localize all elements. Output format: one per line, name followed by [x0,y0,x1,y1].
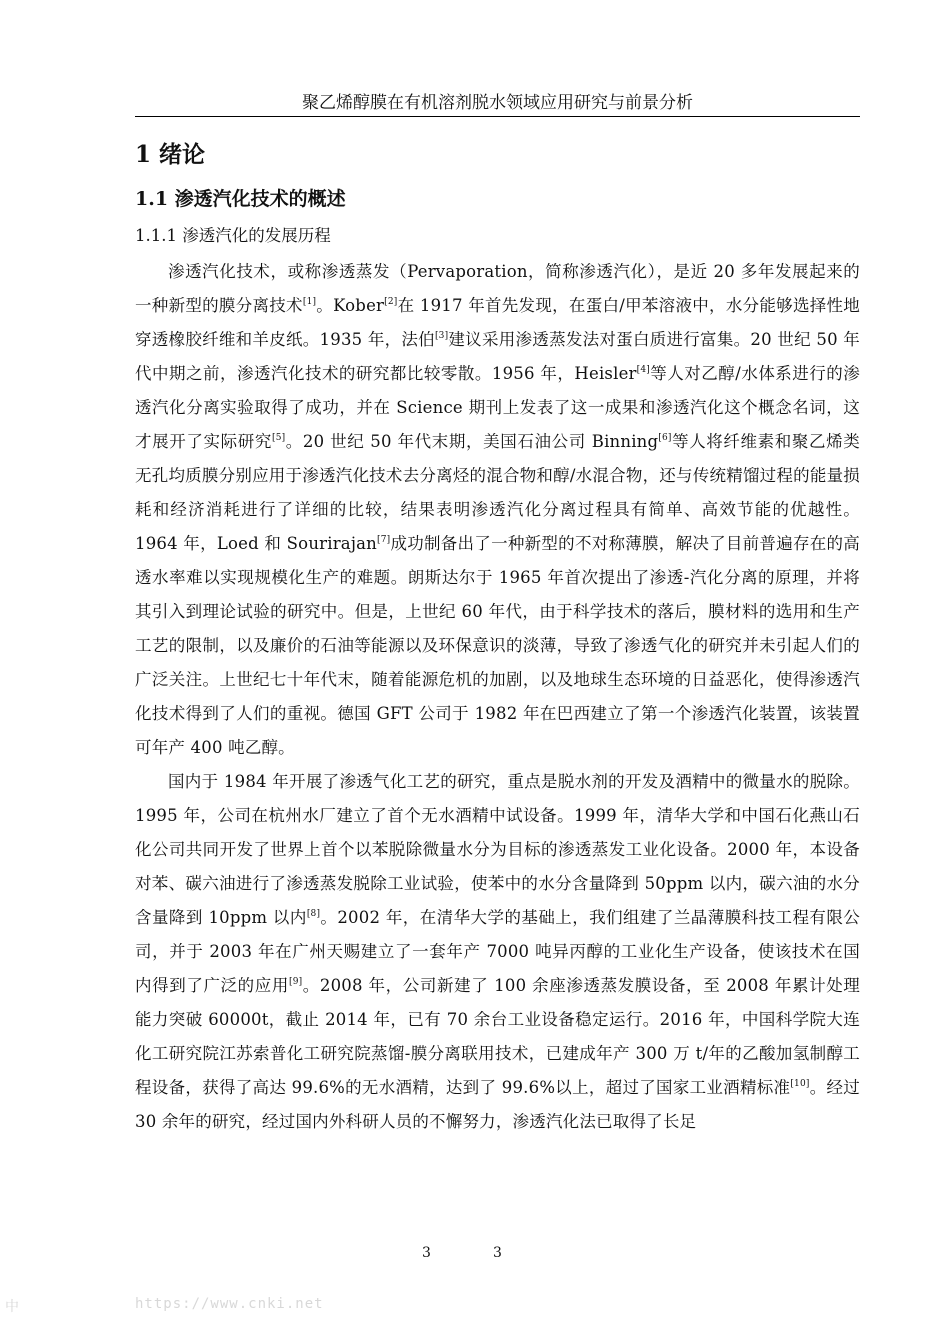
citation-6: [6] [658,433,672,443]
citation-3: [3] [434,331,449,341]
body-text [135,255,860,1139]
page-number-right: 3 [493,1245,502,1261]
text-run: 国内于 1984 年开展了渗透气化工艺的研究，重点是脱水剂的开发及酒精中的微量水的脱除。1995 年，公司在杭州水厂建立了首个无水酒精中试设备。1999 年，清华大学和中国石化燕山石化公司共同开发了世界上首个以苯脱除微量水分为目标的渗透蒸发工业化设备。2000 年，本设备对苯、碳六油进行了渗透蒸发脱除工业试验，使苯中的水分含量降到 50ppm 以内，碳六油的水分含量降到 10ppm 以内 [135,772,860,927]
citation-2: [2] [384,297,398,307]
subsection-title: 1.1.1 渗透汽化的发展历程 [135,226,331,245]
text-run: 建议采用渗透蒸发法对蛋白质进行富集。20 世纪 50 年代中期之前，渗透汽化技术的研究都比较零散。1956 年，Heisler [135,330,860,383]
text-run: 。经过 30 余年的研究，经过国内外科研人员的不懈努力，渗透汽化法已取得了长足 [135,1078,860,1131]
citation-8: [8] [306,909,321,919]
citation-9: [9] [289,977,303,987]
text-run: 在 1917 年首先发现，在蛋白/甲苯溶液中，水分能够选择性地穿透橡胶纤维和羊皮纸。1935 年，法伯 [135,296,861,349]
running-header: 聚乙烯醇膜在有机溶剂脱水领域应用研究与前景分析 [135,92,860,117]
chapter-title: 1 绪论 [135,141,206,168]
text-run: 等人将纤维素和聚乙烯类无孔均质膜分别应用于渗透汽化技术去分离烃的混合物和醇/水混合物，还与传统精馏过程的能量损耗和经济消耗进行了详细的比较，结果表明渗透汽化分离过程具有简单、高效节能的优越性。1964 年，Loed 和 Sourirajan [135,432,860,553]
text-run: 。2002 年，在清华大学的基础上，我们组建了兰晶薄膜科技工程有限公司，并于 2003 年在广州天赐建立了一套年产 7000 吨异丙醇的工业化生产设备，使该技术在国内得到了广泛的应用 [135,908,860,995]
citation-10: [10] [790,1079,810,1089]
text-run: 。20 世纪 50 年代末期，美国石油公司 Binning [285,432,659,451]
section-title: 1.1 渗透汽化技术的概述 [135,188,346,210]
text-run: 等人对乙醇/水体系进行的渗透汽化分离实验取得了成功，并在 Science 期刊上发表了这一成果和渗透汽化这个概念名词，这才展开了实际研究 [135,364,860,451]
citation-4: [4] [636,365,650,375]
text-run: 成功制备出了一种新型的不对称薄膜，解决了目前普遍存在的高透水率难以实现规模化生产的难题。朗斯达尔于 1965 年首次提出了渗透-汽化分离的原理，并将其引入到理论试验的研究中。但是，上世纪 60 年代，由于科学技术的落后，膜材料的选用和生产工艺的限制，以及廉价的石油等能源以及环保意识的淡薄，导致了渗透气化的研究并未引起人们的广泛关注。上世纪七十年代末，随着能源危机的加剧，以及地球生态环境的日益恶化，使得渗透汽化技术得到了人们的重视。德国 GFT 公司于 1982 年在巴西建立了第一个渗透汽化装置，该装置可年产 400 吨乙醇。 [135,534,860,757]
paragraph-2 [135,765,860,1139]
citation-5: [5] [271,433,286,443]
citation-7: [7] [377,535,391,545]
source-url[interactable]: https://www.cnki.net [135,1296,324,1312]
page-number-left: 3 [422,1245,431,1261]
paragraph-1 [135,255,860,765]
citation-1: [1] [302,297,317,307]
text-run: 。Kober [316,296,385,315]
watermark-char: 中 [5,1299,19,1315]
text-run: 。2008 年，公司新建了 100 余座渗透蒸发膜设备，至 2008 年累计处理能力突破 60000t，截止 2014 年，已有 70 余台工业设备稳定运行。2016 年，中国科学院大连化工研究院江苏索普化工研究院蒸馏-膜分离联用技术，已建成年产 300 万 t/年的乙酸加氢制醇工程设备，获得了高达 99.6%的无水酒精，达到了 99.6%以上，超过了国家工业酒精标准 [135,976,860,1097]
text-run: 渗透汽化技术，或称渗透蒸发（Pervaporation，简称渗透汽化），是近 20 多年发展起来的一种新型的膜分离技术 [135,262,860,315]
